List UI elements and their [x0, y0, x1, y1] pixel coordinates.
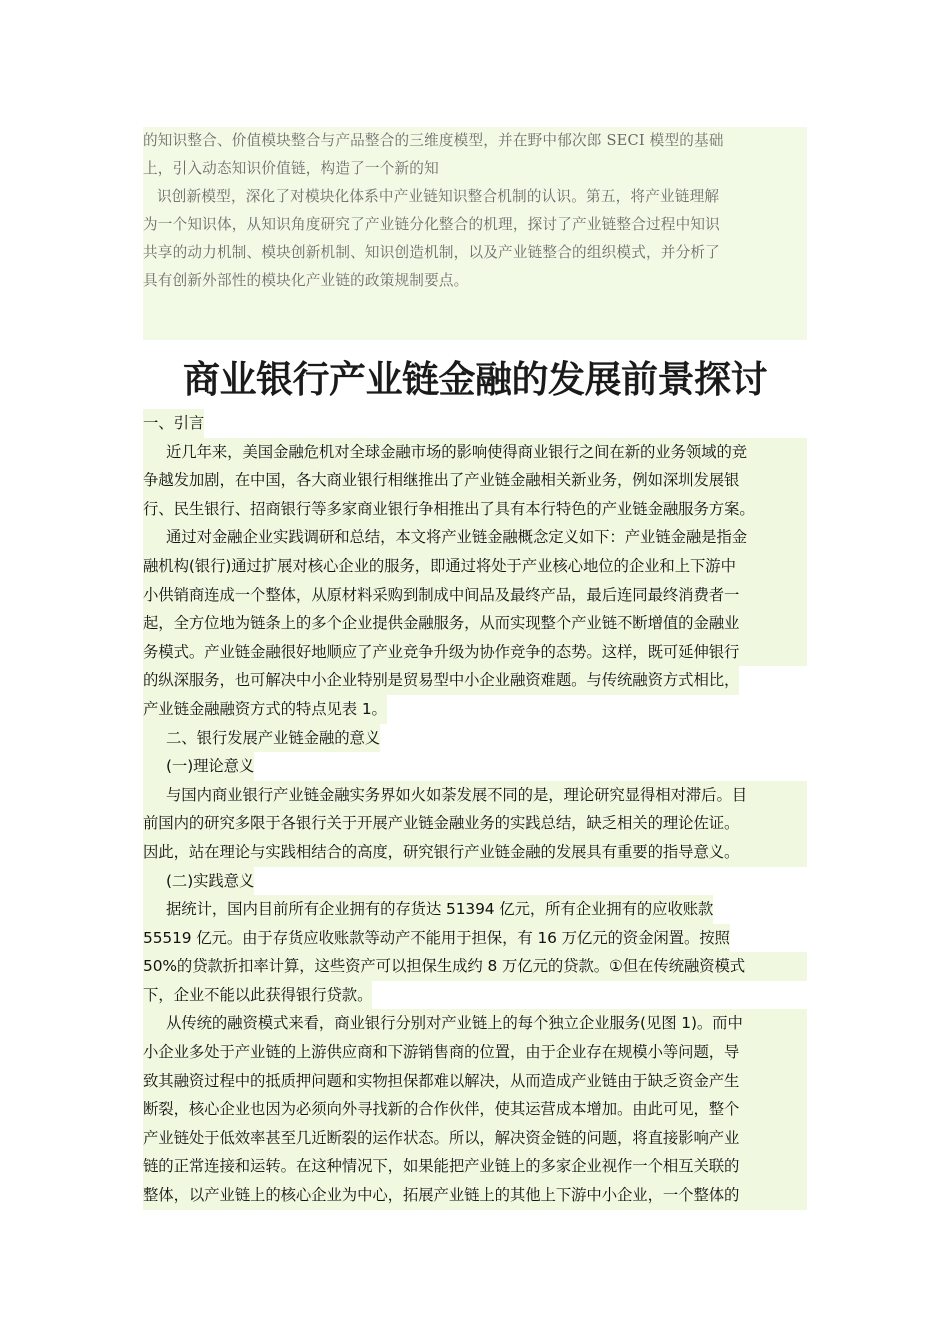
body-line: 因此，站在理论与实践相结合的高度，研究银行产业链金融的发展具有重要的指导意义。	[143, 838, 807, 867]
abstract-line: 共享的动力机制、模块创新机制、知识创造机制，以及产业链整合的组织模式，并分析了	[143, 244, 720, 261]
body-line: 据统计，国内目前所有企业拥有的存货达 51394 亿元，所有企业拥有的应收账款	[143, 895, 713, 924]
body-line: 起，全方位地为链条上的多个企业提供金融服务，从而实现整个产业链不断增值的金融业	[143, 609, 807, 638]
abstract-line: 为一个知识体，从知识角度研究了产业链分化整合的机理，探讨了产业链整合过程中知识	[143, 216, 720, 233]
body-line: 与国内商业银行产业链金融实务界如火如荼发展不同的是，理论研究显得相对滞后。目	[143, 781, 807, 810]
body-line: 的纵深服务，也可解决中小企业特别是贸易型中小企业融资难题。与传统融资方式相比，	[143, 666, 739, 695]
section-heading: 一、引言	[143, 409, 204, 438]
body-line: 整体，以产业链上的核心企业为中心，拓展产业链上的其他上下游中小企业，一个整体的	[143, 1181, 807, 1210]
body-line: 下，企业不能以此获得银行贷款。	[143, 981, 372, 1010]
subsection-heading: (二)实践意义	[143, 867, 254, 896]
body-line: 50%的贷款折扣率计算，这些资产可以担保生成约 8 万亿元的贷款。①但在传统融资模式	[143, 952, 807, 981]
body-line: 从传统的融资模式来看，商业银行分别对产业链上的每个独立企业服务(见图 1)。而中	[143, 1009, 807, 1038]
body-line: 行、民生银行、招商银行等多家商业银行争相推出了具有本行特色的产业链金融服务方案。	[143, 495, 807, 524]
body-line: 前国内的研究多限于各银行关于开展产业链金融业务的实践总结，缺乏相关的理论佐证。	[143, 809, 807, 838]
abstract-line: 上，引入动态知识价值链，构造了一个新的知	[143, 160, 439, 177]
subsection-heading: (一)理论意义	[143, 752, 254, 781]
body-line: 务模式。产业链金融很好地顺应了产业竞争升级为协作竞争的态势。这样，既可延伸银行	[143, 638, 807, 667]
section-heading: 二、银行发展产业链金融的意义	[143, 724, 380, 753]
body-line: 小企业多处于产业链的上游供应商和下游销售商的位置，由于企业存在规模小等问题，导	[143, 1038, 807, 1067]
body-line: 融机构(银行)通过扩展对核心企业的服务，即通过将处于产业核心地位的企业和上下游中	[143, 552, 807, 581]
body-line: 链的正常连接和运转。在这种情况下，如果能把产业链上的多家企业视作一个相互关联的	[143, 1152, 807, 1181]
previous-abstract-block	[143, 127, 807, 340]
body-line: 产业链处于低效率甚至几近断裂的运作状态。所以，解决资金链的问题，将直接影响产业	[143, 1124, 807, 1153]
body-line: 通过对金融企业实践调研和总结，本文将产业链金融概念定义如下：产业链金融是指金	[143, 523, 807, 552]
body-line: 断裂，核心企业也因为必须向外寻找新的合作伙伴，使其运营成本增加。由此可见，整个	[143, 1095, 807, 1124]
abstract-line: 的知识整合、价值模块整合与产品整合的三维度模型，并在野中郁次郎 SECI 模型的基础	[143, 132, 724, 149]
abstract-line: 识创新模型，深化了对模块化体系中产业链知识整合机制的认识。第五，将产业链理解	[157, 188, 720, 205]
article-title: 商业银行产业链金融的发展前景探讨	[183, 358, 767, 401]
body-line: 近几年来，美国金融危机对全球金融市场的影响使得商业银行之间在新的业务领域的竞	[143, 438, 807, 467]
body-line: 致其融资过程中的抵质押问题和实物担保都难以解决，从而造成产业链由于缺乏资金产生	[143, 1067, 807, 1096]
body-line: 55519 亿元。由于存货应收账款等动产不能用于担保，有 16 万亿元的资金闲置。按照	[143, 924, 730, 953]
body-line: 产业链金融融资方式的特点见表 1。	[143, 695, 387, 724]
body-line: 争越发加剧，在中国，各大商业银行相继推出了产业链金融相关新业务，例如深圳发展银	[143, 466, 807, 495]
abstract-line: 具有创新外部性的模块化产业链的政策规制要点。	[143, 272, 469, 289]
body-line: 小供销商连成一个整体，从原材料采购到制成中间品及最终产品，最后连同最终消费者一	[143, 581, 807, 610]
article-body	[143, 409, 807, 1210]
